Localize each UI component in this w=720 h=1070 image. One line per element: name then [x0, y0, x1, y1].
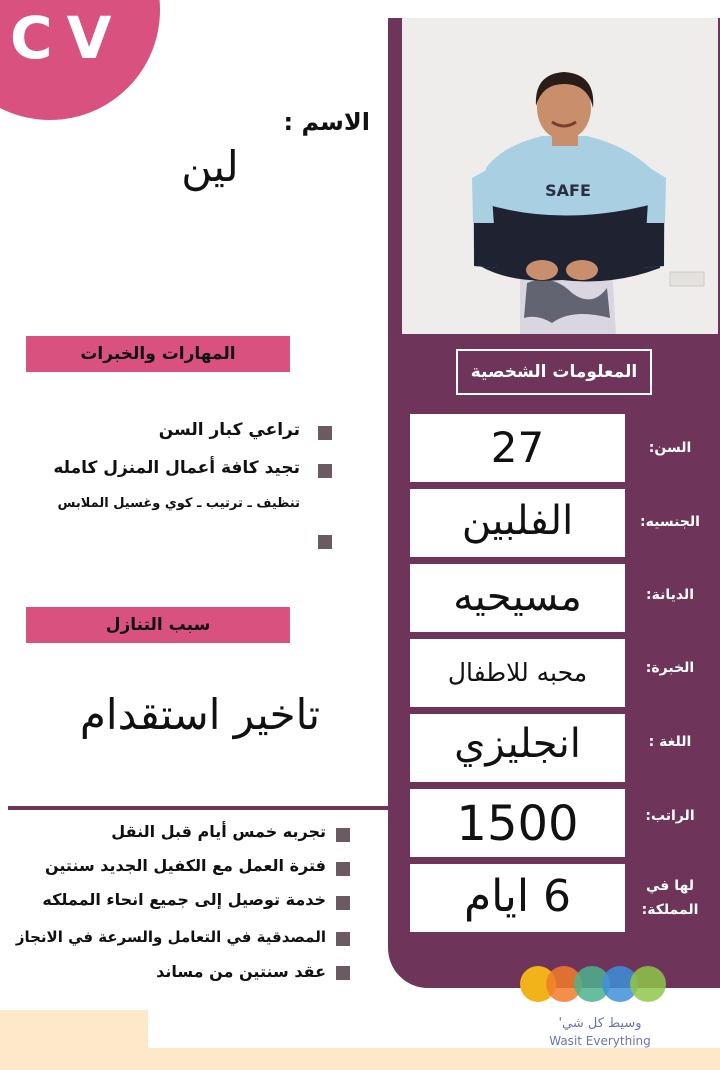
skill-sub-note: تنظيف ـ ترتيب ـ كوي وغسيل الملابس — [57, 496, 300, 511]
feature-item: المصدقية في التعامل والسرعة في الانجاز — [15, 928, 326, 946]
nationality-label: الجنسيه: — [640, 514, 700, 530]
bullet-icon — [336, 966, 350, 980]
brand-tagline-en: Wasit Everything — [549, 1034, 651, 1048]
salary-label: الراتب: — [645, 808, 695, 824]
experience-label: الخبرة: — [645, 660, 695, 676]
logo-circle-icon — [630, 966, 666, 1002]
language-value: انجليزي — [410, 714, 625, 782]
language-label: اللغة : — [648, 734, 692, 750]
age-value: 27 — [410, 414, 625, 482]
skill-item: تجيد كافة أعمال المنزل كامله — [53, 458, 300, 478]
days-in-kingdom-value: 6 ايام — [410, 864, 625, 932]
bullet-icon — [318, 535, 332, 549]
cv-label: CV — [10, 4, 126, 72]
profile-photo — [402, 18, 718, 334]
bullet-icon — [336, 862, 350, 876]
name-label: الاسم : — [283, 108, 370, 136]
brand-tagline-ar: وسيط كل شي' — [558, 1016, 642, 1031]
personal-info-title: المعلومات الشخصية — [470, 362, 638, 382]
bullet-icon — [336, 932, 350, 946]
feature-item: فترة العمل مع الكفيل الجديد سنتين — [45, 856, 326, 875]
shirt-text: SAFE — [545, 181, 591, 200]
nationality-value: الفلبين — [410, 489, 625, 557]
reason-title: سبب التنازل — [26, 607, 290, 643]
skills-title: المهارات والخبرات — [26, 336, 290, 372]
bullet-icon — [318, 464, 332, 478]
bullet-icon — [336, 828, 350, 842]
bullet-icon — [336, 896, 350, 910]
reason-value: تاخير استقدام — [79, 690, 321, 739]
bottom-band — [0, 1048, 720, 1070]
age-label: السن: — [648, 440, 692, 456]
feature-item: تجربه خمس أيام قبل النقل — [111, 822, 326, 841]
salary-value: 1500 — [410, 789, 625, 857]
name-value: لين — [181, 142, 239, 191]
feature-item: عقد سنتين من مساند — [156, 962, 326, 981]
experience-value: محبه للاطفال — [410, 639, 625, 707]
religion-label: الديانة: — [645, 587, 694, 603]
skill-item: تراعي كبار السن — [158, 420, 300, 440]
feature-item: خدمة توصيل إلى جميع انحاء المملكه — [42, 890, 326, 909]
bullet-icon — [318, 426, 332, 440]
days-in-kingdom-label: لها في المملكة: — [641, 878, 699, 918]
religion-value: مسيحيه — [410, 564, 625, 632]
divider — [8, 806, 393, 810]
